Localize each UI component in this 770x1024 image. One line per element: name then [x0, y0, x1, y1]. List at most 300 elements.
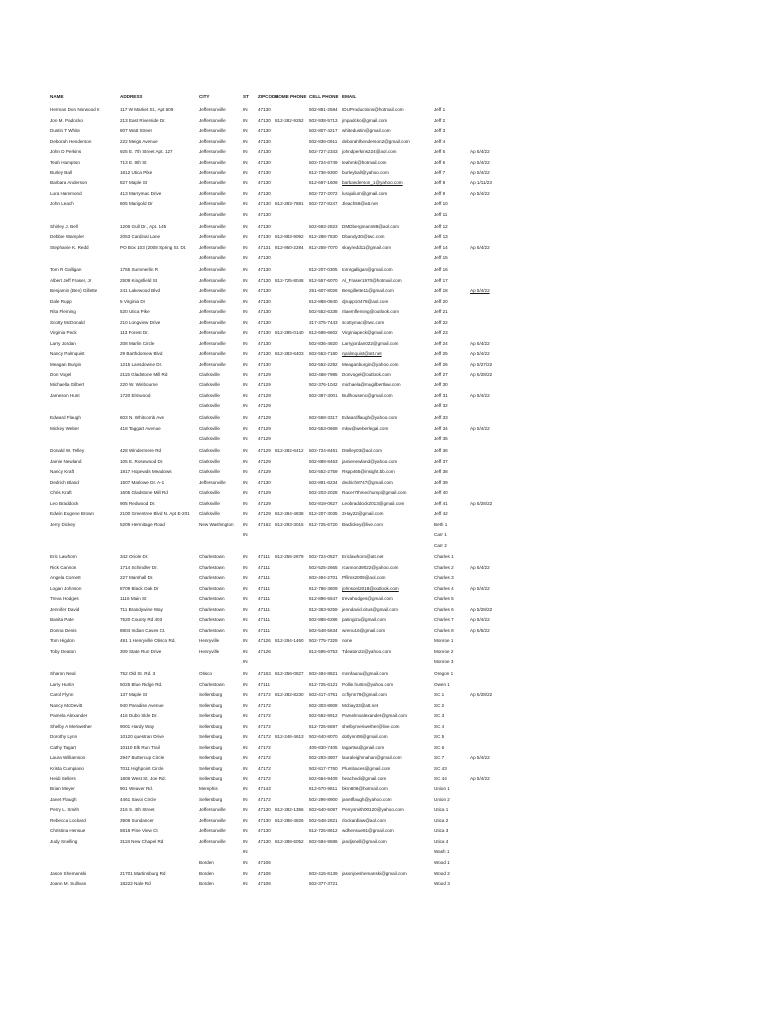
cell-state: IN	[243, 745, 248, 750]
cell-zipcode: 47129	[258, 511, 271, 516]
cell-precinct: Utica 3	[434, 828, 449, 833]
cell-address: 29 Barthdomew Blvd	[120, 351, 163, 356]
cell-email: Pollie.hurtin@yahoo.com	[342, 682, 394, 687]
cell-zipcode: 47130	[258, 128, 271, 133]
table-row	[0, 360, 770, 369]
cell-zipcode: 47130	[258, 320, 271, 325]
table-row	[0, 636, 770, 645]
cell-city: Sellersburg	[199, 755, 223, 760]
cell-state: IN	[243, 860, 248, 865]
cell-date: Ap 5/5/22	[470, 628, 490, 633]
cell-email: Pamelmxalexander@gmail.com	[342, 713, 407, 718]
table-row	[0, 232, 770, 241]
cell-city: Sellersburg	[199, 797, 223, 802]
cell-precinct: Carr 2	[434, 543, 447, 548]
cell-name: Perry L. Smith	[50, 807, 80, 812]
table-row	[0, 657, 770, 666]
cell-state: IN	[243, 501, 248, 506]
table-row	[0, 711, 770, 720]
cell-zipcode: 47126	[258, 638, 271, 643]
cell-address: 7520 County Rd 403	[120, 617, 163, 622]
cell-cell-phone: 502-553-0669	[309, 426, 338, 431]
cell-address: 1605 Gladstone Mill Rd	[120, 490, 168, 495]
cell-name: Nancy McDevitt	[50, 703, 83, 708]
cell-city: Jeffersonville	[199, 245, 226, 250]
cell-precinct: Utica 2	[434, 818, 449, 823]
cell-zipcode: 47130	[258, 839, 271, 844]
cell-cell-phone: 812-725-5697	[309, 724, 338, 729]
cell-zipcode: 47130	[258, 191, 271, 196]
cell-name: Heidi Sellers	[50, 776, 76, 781]
cell-address: 220 W. Winbourne	[120, 382, 158, 387]
cell-city: Borden	[199, 871, 214, 876]
cell-state: IN	[243, 617, 248, 622]
cell-email: jenndavid.citus@gmail.com	[342, 607, 398, 612]
cell-precinct: Jeff 15	[434, 255, 448, 260]
cell-name: Pamela Alexander	[50, 713, 88, 718]
cell-address: 1812 Utica Pike	[120, 170, 153, 175]
cell-cell-phone: 502-664-9409	[309, 776, 338, 781]
cell-state: IN	[243, 320, 248, 325]
cell-name: Jason Shemanski	[50, 871, 87, 876]
cell-address: 807 Watt Street	[120, 128, 152, 133]
table-row	[0, 690, 770, 699]
cell-state: IN	[243, 118, 248, 123]
cell-state: IN	[243, 191, 248, 196]
cell-state: IN	[243, 586, 248, 591]
cell-zipcode: 47111	[258, 554, 271, 559]
cell-address: 210 Longview Drive	[120, 320, 161, 325]
table-row	[0, 669, 770, 678]
cell-cell-phone: 502-888-6286	[309, 617, 338, 622]
cell-cell-phone: 251-607-8026	[309, 288, 338, 293]
cell-precinct: Jeff 9	[434, 191, 446, 196]
cell-address: 805 Marigold Dr	[120, 201, 153, 206]
cell-city: Jeffersonville	[199, 180, 226, 185]
cell-precinct: Charles 7	[434, 617, 454, 622]
cell-city: Clarksville	[199, 469, 220, 474]
cell-city: Jeffersonville	[199, 191, 226, 196]
cell-city: Charlestown	[199, 682, 225, 687]
cell-precinct: Jeff 38	[434, 469, 448, 474]
cell-name: Banita Pate	[50, 617, 74, 622]
cell-name: Edward Flaugh	[50, 415, 81, 420]
cell-address: 8804 Indian Caves Ct.	[120, 628, 166, 633]
cell-date: Ap 5/4/22	[470, 565, 490, 570]
cell-zipcode: 47162	[258, 522, 271, 527]
cell-state: IN	[243, 692, 248, 697]
cell-address: 5025 Blue Ridge Rd.	[120, 682, 163, 687]
cell-state: IN	[243, 362, 248, 367]
cell-cell-phone: 502-938-5713	[309, 118, 338, 123]
cell-city: Jeffersonville	[199, 255, 226, 260]
cell-city: Jeffersonville	[199, 807, 226, 812]
table-row	[0, 467, 770, 476]
header-row	[0, 92, 770, 101]
cell-precinct: Owen 1	[434, 682, 450, 687]
cell-city: Sellersburg	[199, 766, 223, 771]
cell-cell-phone: 502-548-2821	[309, 818, 338, 823]
cell-zipcode: 47129	[258, 436, 271, 441]
cell-cell-phone: 502-525-2665	[309, 565, 338, 570]
cell-name: Brian Meyer	[50, 786, 75, 791]
cell-email: rcannon39022@yahoo.com	[342, 565, 399, 570]
header-cell-phone: CELL PHONE	[309, 94, 339, 99]
cell-cell-phone: 502-819-0627	[309, 501, 338, 506]
cell-state: IN	[243, 755, 248, 760]
cell-cell-phone: 502-548-5634	[309, 628, 338, 633]
cell-precinct: Charles 2	[434, 565, 454, 570]
cell-cell-phone: 812-725-6720	[309, 522, 338, 527]
cell-address: 227 Marshall Dr.	[120, 575, 154, 580]
cell-cell-phone: 502-387-3001	[309, 393, 338, 398]
cell-address: 1215 Lansdowne Dr.	[120, 362, 163, 367]
cell-precinct: Jeff 21	[434, 309, 448, 314]
cell-state: IN	[243, 415, 248, 420]
cell-name: John D Perkins	[50, 149, 82, 154]
cell-state: IN	[243, 849, 248, 854]
cell-precinct: Jeff 20	[434, 299, 448, 304]
cell-zipcode: 47172	[258, 745, 271, 750]
cell-name: Jon M. Padocko	[50, 118, 83, 123]
table-row	[0, 478, 770, 487]
cell-city: Jeffersonville	[199, 330, 226, 335]
cell-state: IN	[243, 234, 248, 239]
cell-email: Rspp465@insight.bb.com	[342, 469, 395, 474]
cell-precinct: Jeff 24	[434, 341, 448, 346]
cell-precinct: Jeff 2	[434, 118, 446, 123]
cell-name: Edwin Eugene Brown	[50, 511, 94, 516]
cell-address: 137 Maple St	[120, 692, 148, 697]
cell-zipcode: 47172	[258, 797, 271, 802]
cell-zipcode: 47129	[258, 382, 271, 387]
cell-state: IN	[243, 511, 248, 516]
cell-address: 213 East Riverside Dr.	[120, 118, 166, 123]
cell-home-phone: 812-256-2879	[275, 554, 304, 559]
cell-name: Krista Cumpiano	[50, 766, 84, 771]
cell-city: Henryville	[199, 638, 220, 643]
cell-zipcode: 47130	[258, 351, 271, 356]
cell-zipcode: 47111	[258, 682, 271, 687]
cell-city: Jeffersonville	[199, 278, 226, 283]
table-row	[0, 243, 770, 252]
cell-state: IN	[243, 436, 248, 441]
cell-home-phone: 812-284-4838	[275, 511, 304, 516]
cell-home-phone: 812-950-2284	[275, 245, 304, 250]
header-state: ST	[243, 94, 249, 99]
cell-state: IN	[243, 786, 248, 791]
cell-city: Jeffersonville	[199, 362, 226, 367]
cell-cell-phone: 812-557-6070	[309, 278, 338, 283]
cell-address: 4461 Savoi Circle	[120, 797, 157, 802]
cell-address: 208 Marlin Circle	[120, 341, 155, 346]
cell-name: Meagan Burgin	[50, 362, 82, 367]
cell-home-phone: 812-282-6412	[275, 448, 304, 453]
cell-cell-phone: 502-417-4761	[309, 692, 338, 697]
cell-cell-phone: 502-376-1042	[309, 382, 338, 387]
table-row	[0, 563, 770, 572]
cell-city: Borden	[199, 881, 214, 886]
cell-city: Clarksville	[199, 415, 220, 420]
cell-zipcode: 47172	[258, 755, 271, 760]
cell-precinct: Jeff 27	[434, 372, 448, 377]
cell-name: Christina Hensue	[50, 828, 86, 833]
table-row	[0, 869, 770, 878]
cell-zipcode: 47129	[258, 469, 271, 474]
cell-precinct: Charles 8	[434, 628, 454, 633]
table-row	[0, 509, 770, 518]
cell-email: ccflynn79@gmail.com	[342, 692, 388, 697]
cell-address: 241 Lakewood Blvd	[120, 288, 161, 293]
cell-zipcode: 47111	[258, 586, 271, 591]
cell-email: wdhensue81@gmail.com	[342, 828, 394, 833]
cell-cell-phone: 502-552-2292	[309, 362, 338, 367]
table-row	[0, 370, 770, 379]
table-row	[0, 401, 770, 410]
cell-zipcode: 47106	[258, 871, 271, 876]
table-row	[0, 297, 770, 306]
cell-email: Ericlawhorn@att.net	[342, 554, 384, 559]
cell-address: PO Box 103 (2008 Spring St. Dt.	[120, 245, 187, 250]
table-row	[0, 541, 770, 550]
table-row	[0, 158, 770, 167]
cell-precinct: Jeff 26	[434, 362, 448, 367]
cell-address: 2053 Cardinal Lane	[120, 234, 161, 239]
cell-home-phone: 812-256-0827	[275, 671, 304, 676]
cell-zipcode: 47130	[258, 234, 271, 239]
cell-state: IN	[243, 575, 248, 580]
cell-email: skayredd11@gmail.com	[342, 245, 392, 250]
cell-name: Stephanie K. Redd	[50, 245, 89, 250]
cell-precinct: Jeff 13	[434, 234, 448, 239]
cell-state: IN	[243, 881, 248, 886]
cell-address: 2100 Greentree Blvd N. Apt E-201	[120, 511, 190, 516]
cell-name: Teah Hampton	[50, 160, 80, 165]
cell-email: Edwardflaugh@yahoo.com	[342, 415, 398, 420]
cell-email: Larryjordan022@gmail.com	[342, 341, 399, 346]
cell-name: John Leach	[50, 201, 74, 206]
cell-zipcode: 47172	[258, 692, 271, 697]
cell-home-phone: 812-283-6403	[275, 351, 304, 356]
cell-city: Clarksville	[199, 501, 220, 506]
cell-name: Logan Johnson	[50, 586, 82, 591]
cell-zipcode: 47130	[258, 299, 271, 304]
cell-zipcode: 47131	[258, 245, 271, 250]
table-row	[0, 743, 770, 752]
table-row	[0, 137, 770, 146]
cell-cell-phone: 502-552-2759	[309, 469, 338, 474]
cell-address: 309 State Run Drive	[120, 649, 162, 654]
cell-city: Jeffersonville	[199, 288, 226, 293]
table-row	[0, 584, 770, 593]
cell-cell-phone: 502-724-6749	[309, 160, 338, 165]
cell-zipcode: 47130	[258, 118, 271, 123]
cell-cell-phone: 812-888-0840	[309, 299, 338, 304]
cell-city: Charlestown	[199, 607, 225, 612]
cell-zipcode: 47130	[258, 818, 271, 823]
cell-name: Dorothy Lynn	[50, 734, 78, 739]
cell-precinct: SC 2	[434, 703, 445, 708]
header-home-phone: HOME PHONE	[275, 94, 307, 99]
cell-email: Pfilms2009@aol.com	[342, 575, 386, 580]
cell-state: IN	[243, 703, 248, 708]
cell-zipcode: 47130	[258, 107, 271, 112]
cell-precinct: Oregon 1	[434, 671, 454, 676]
cell-name: Shirley J. Bell	[50, 224, 78, 229]
cell-name: Herman Don Norwood II	[50, 107, 100, 112]
cell-name: Larry Hurtin	[50, 682, 74, 687]
cell-city: Clarksville	[199, 426, 220, 431]
cell-email: npalmquist@att.net	[342, 351, 382, 356]
cell-city: Jeffersonville	[199, 212, 226, 217]
cell-precinct: Wash 1	[434, 849, 450, 854]
table-row	[0, 732, 770, 741]
cell-cell-phone: 502-203-2028	[309, 490, 338, 495]
cell-precinct: SC 7	[434, 755, 445, 760]
cell-email: Al_Fraser1970@hotmail.com	[342, 278, 402, 283]
cell-address: 713 E. 8th St	[120, 160, 147, 165]
cell-address: 901 Weaver Rd.	[120, 786, 154, 791]
cell-state: IN	[243, 607, 248, 612]
cell-precinct: Charles 4	[434, 586, 454, 591]
cell-name: Nancy Palmquist	[50, 351, 85, 356]
cell-email: DMDbergmann88@aol.com	[342, 224, 400, 229]
cell-zipcode: 47130	[258, 480, 271, 485]
cell-city: Jeffersonville	[199, 818, 226, 823]
cell-name: Barbara Anderson	[50, 180, 88, 185]
cell-address: 1714 Schindler Dr.	[120, 565, 158, 570]
cell-email: heachedi@gmail.com	[342, 776, 387, 781]
cell-precinct: Jeff 5	[434, 149, 446, 154]
cell-state: IN	[243, 341, 248, 346]
cell-city: Jeffersonville	[199, 480, 226, 485]
table-row	[0, 701, 770, 710]
cell-zipcode: 47111	[258, 617, 271, 622]
cell-zipcode: 47129	[258, 372, 271, 377]
cell-precinct: Charles 1	[434, 554, 454, 559]
cell-name: Judy Snelling	[50, 839, 78, 844]
cell-state: IN	[243, 596, 248, 601]
cell-name: Chris Kraft	[50, 490, 72, 495]
cell-city: Clarksville	[199, 448, 220, 453]
table-row	[0, 879, 770, 888]
cell-city: Sellersburg	[199, 724, 223, 729]
cell-email: Dtelley03@aol.com	[342, 448, 382, 453]
cell-precinct: SC 43	[434, 766, 447, 771]
cell-state: IN	[243, 139, 248, 144]
cell-name: Cathy Tagart	[50, 745, 76, 750]
cell-state: IN	[243, 245, 248, 250]
cell-email: shelbymeriwether@live.com	[342, 724, 400, 729]
cell-city: Clarksville	[199, 382, 220, 387]
cell-address: 711 Brandywine Way	[120, 607, 163, 612]
cell-email: janetflaugh@yahoo.com	[342, 797, 392, 802]
table-row	[0, 764, 770, 773]
cell-email: deborahlhenderson2@gmail.com	[342, 139, 410, 144]
cell-zipcode: 47130	[258, 341, 271, 346]
cell-precinct: Utica 1	[434, 807, 449, 812]
cell-name: Leo Braddock	[50, 501, 79, 506]
cell-name: Joann M. Sullivan	[50, 881, 87, 886]
cell-state: IN	[243, 671, 248, 676]
cell-city: Jeffersonville	[199, 351, 226, 356]
cell-name: Dedrich Bland	[50, 480, 79, 485]
cell-city: Jeffersonville	[199, 139, 226, 144]
cell-zipcode: 47111	[258, 575, 271, 580]
cell-city: Jeffersonville	[199, 234, 226, 239]
table-row	[0, 488, 770, 497]
table-row	[0, 680, 770, 689]
cell-address: 1116 Main St	[120, 596, 147, 601]
cell-address: 342 Oriole Dr.	[120, 554, 149, 559]
cell-city: Clarksville	[199, 490, 220, 495]
cell-name: Tom R Galligan	[50, 267, 82, 272]
cell-zipcode: 47172	[258, 766, 271, 771]
cell-state: IN	[243, 426, 248, 431]
cell-city: Clarksville	[199, 459, 220, 464]
cell-zipcode: 47130	[258, 160, 271, 165]
cell-zipcode: 47126	[258, 649, 271, 654]
cell-name: Jamie Newland	[50, 459, 82, 464]
cell-home-phone: 812-725-8048	[275, 278, 304, 283]
cell-address: 2947 Buttercup Circle	[120, 755, 165, 760]
cell-address: 520 Utica Pike	[120, 309, 150, 314]
cell-precinct: Wood 1	[434, 860, 450, 865]
cell-precinct: SC 1	[434, 692, 445, 697]
cell-city: Jeffersonville	[199, 839, 226, 844]
cell-address: 216 S. 4th Street	[120, 807, 155, 812]
table-row	[0, 424, 770, 433]
cell-state: IN	[243, 149, 248, 154]
cell-cell-phone: 502-494-2701	[309, 575, 338, 580]
cell-state: IN	[243, 682, 248, 687]
cell-cell-phone: 812-207-0305	[309, 267, 338, 272]
cell-email: lauraleighmahan@gmail.com	[342, 755, 402, 760]
cell-cell-phone: 812-725-6121	[309, 682, 338, 687]
table-row	[0, 552, 770, 561]
cell-precinct: Jeff 39	[434, 480, 448, 485]
cell-email: IDUProductions@hotmail.com	[342, 107, 404, 112]
cell-email: Bullhousenc@gmail.com	[342, 393, 393, 398]
cell-cell-phone: 502-724-8481	[309, 448, 338, 453]
cell-state: IN	[243, 469, 248, 474]
cell-name: Shelby A Meriwether	[50, 724, 92, 729]
cell-state: IN	[243, 107, 248, 112]
cell-precinct: Jeff 30	[434, 382, 448, 387]
cell-address: 1206 Gull Dr., Apt. 145	[120, 224, 167, 229]
cell-state: IN	[243, 351, 248, 356]
cell-city: Clarksville	[199, 372, 220, 377]
cell-cell-phone: 812-896-5647	[309, 596, 338, 601]
cell-precinct: Jeff 12	[434, 224, 448, 229]
cell-address: 7011 Highpoint Circle	[120, 766, 164, 771]
cell-zipcode: 47172	[258, 724, 271, 729]
cell-city: New Washington	[199, 522, 234, 527]
table-row	[0, 626, 770, 635]
cell-city: Charlestown	[199, 554, 225, 559]
table-row	[0, 210, 770, 219]
cell-cell-phone: 502-724-0527	[309, 554, 338, 559]
cell-address: 5209 Hermitage Road	[120, 522, 165, 527]
cell-city: Clarksville	[199, 436, 220, 441]
cell-zipcode: 47130	[258, 309, 271, 314]
cell-cell-phone: 502-881-2584	[309, 107, 338, 112]
cell-city: Sellersburg	[199, 776, 223, 781]
cell-zipcode: 47111	[258, 565, 271, 570]
cell-name: Michaella Gilbert	[50, 382, 85, 387]
cell-zipcode: 47130	[258, 224, 271, 229]
cell-state: IN	[243, 480, 248, 485]
